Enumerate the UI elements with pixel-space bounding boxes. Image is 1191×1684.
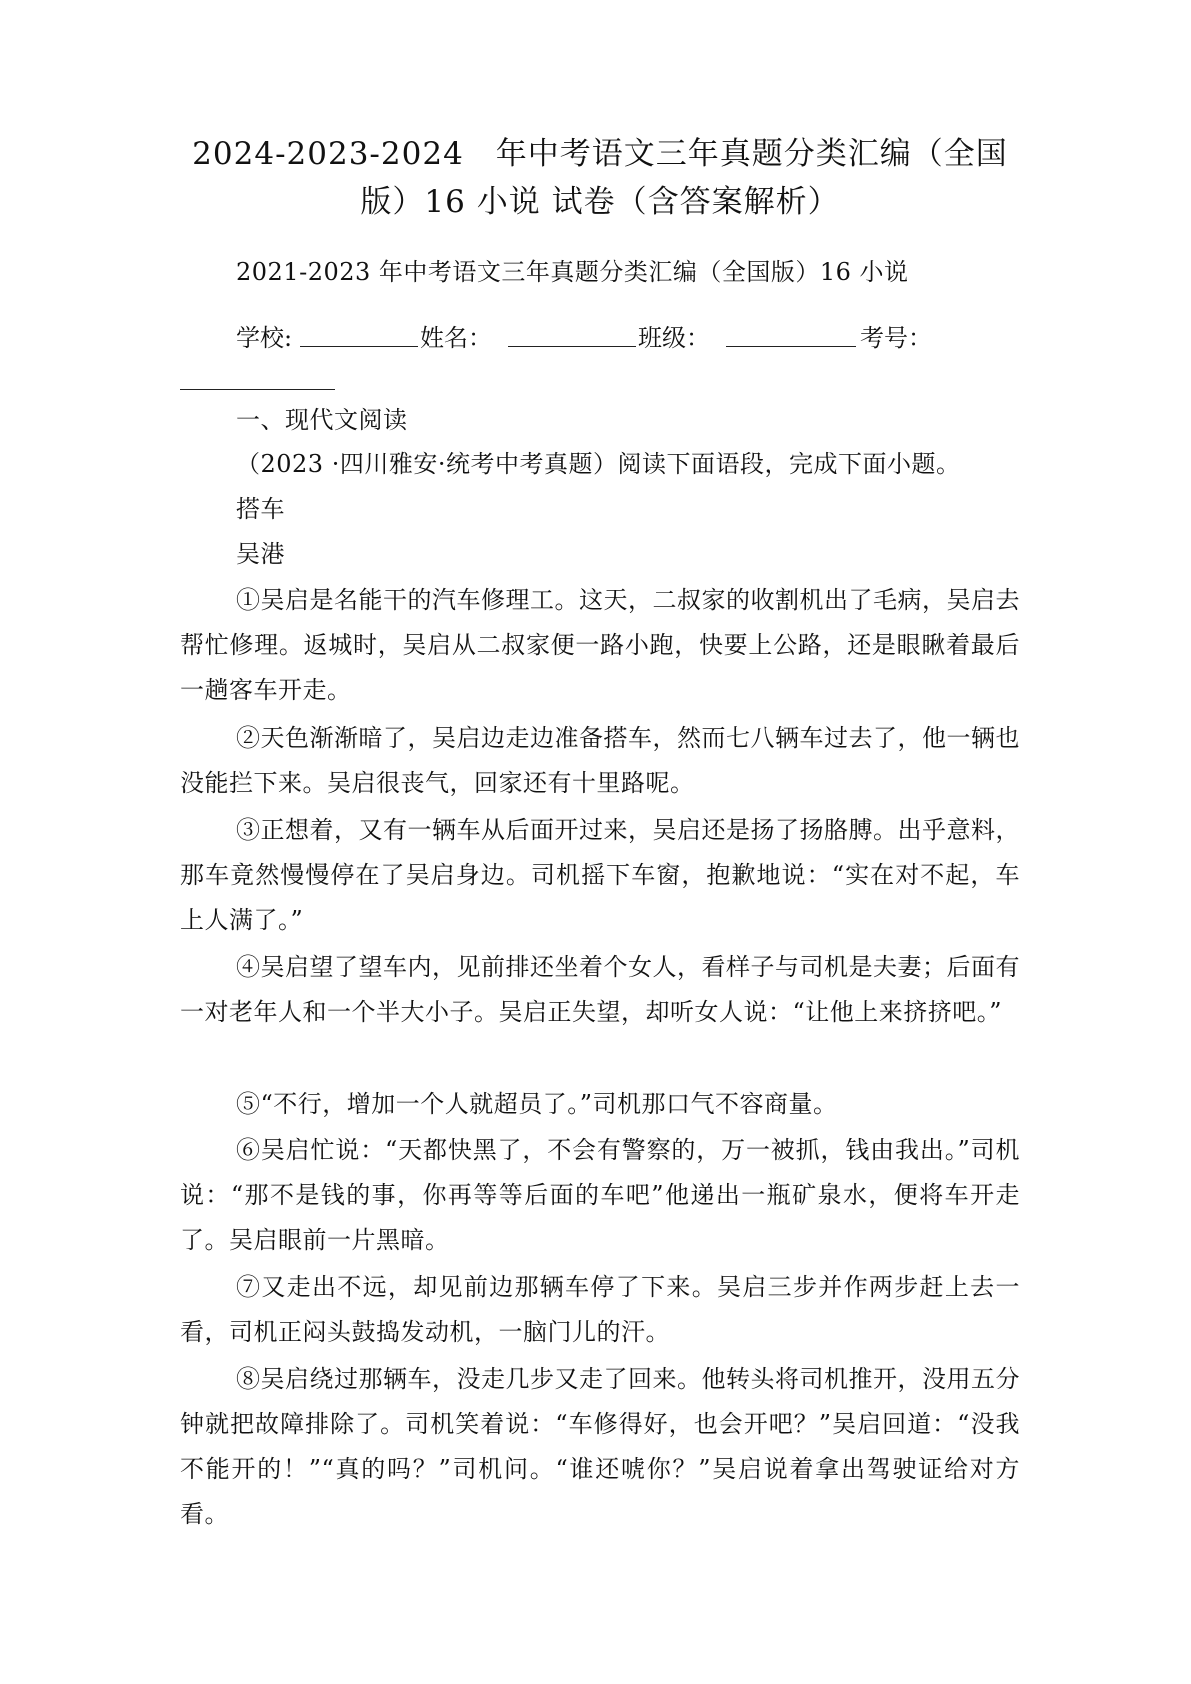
paragraph-4: ④吴启望了望车内，见前排还坐着个女人，看样子与司机是夫妻；后面有一对老年人和一个半大小子。吴启正失望，却听女人说：“让他上来挤挤吧。” bbox=[180, 953, 1020, 1026]
paragraph-6: ⑥吴启忙说：“天都快黑了，不会有警察的，万一被抓，钱由我出。”司机说：“那不是钱的事，你再等等后面的车吧”他递出一瓶矿泉水，便将车开走了。吴启眼前一片黑暗。 bbox=[180, 1136, 1020, 1254]
section-heading: 一、现代文阅读 bbox=[236, 406, 408, 434]
school-label: 学校: bbox=[236, 324, 293, 352]
paragraph-3: ③正想着，又有一辆车从后面开过来，吴启还是扬了扬胳膊。出乎意料，那车竟然慢慢停在了吴启身边。司机摇下车窗，抱歉地说：“实在对不起，车上人满了。” bbox=[180, 816, 1020, 934]
name-label: 姓名： bbox=[420, 324, 492, 352]
class-blank[interactable] bbox=[726, 316, 856, 347]
story-title: 搭车 bbox=[236, 495, 285, 523]
question-intro: （2023 ·四川雅安·统考中考真题）阅读下面语段，完成下面小题。 bbox=[236, 450, 961, 478]
subtitle: 2021-2023 年中考语文三年真题分类汇编（全国版）16 小说 bbox=[236, 258, 909, 286]
paragraph-1: ①吴启是名能干的汽车修理工。这天，二叔家的收割机出了毛病，吴启去帮忙修理。返城时，吴启从二叔家便一路小跑，快要上公路，还是眼瞅着最后一趟客车开走。 bbox=[180, 586, 1020, 704]
number-blank[interactable] bbox=[180, 389, 335, 390]
school-blank[interactable] bbox=[300, 316, 418, 347]
paragraph-2: ②天色渐渐暗了，吴启边走边准备搭车，然而七八辆车过去了，他一辆也没能拦下来。吴启很丧气，回家还有十里路呢。 bbox=[180, 724, 1020, 797]
paragraph-7: ⑦又走出不远，却见前边那辆车停了下来。吴启三步并作两步赶上去一看，司机正闷头鼓捣发动机，一脑门儿的汗。 bbox=[180, 1273, 1020, 1346]
name-blank[interactable] bbox=[508, 316, 636, 347]
story-author: 吴港 bbox=[236, 540, 285, 568]
paragraph-8: ⑧吴启绕过那辆车，没走几步又走了回来。他转头将司机推开，没用五分钟就把故障排除了。司机笑着说：“车修得好，也会开吧？”吴启回道：“没我不能开的！”“真的吗？”司机问。“谁还唬你？”吴启说着拿出驾驶证给对方看。 bbox=[180, 1365, 1020, 1528]
number-label: 考号： bbox=[860, 324, 932, 352]
paragraph-5: ⑤“不行，增加一个人就超员了。”司机那口气不容商量。 bbox=[236, 1090, 838, 1118]
class-label: 班级： bbox=[638, 324, 710, 352]
document-title-line-2: 版）16 小说 试卷（含答案解析） bbox=[360, 184, 840, 220]
document-title-line-1: 2024-2023-2024 年中考语文三年真题分类汇编（全国 bbox=[192, 136, 1008, 172]
